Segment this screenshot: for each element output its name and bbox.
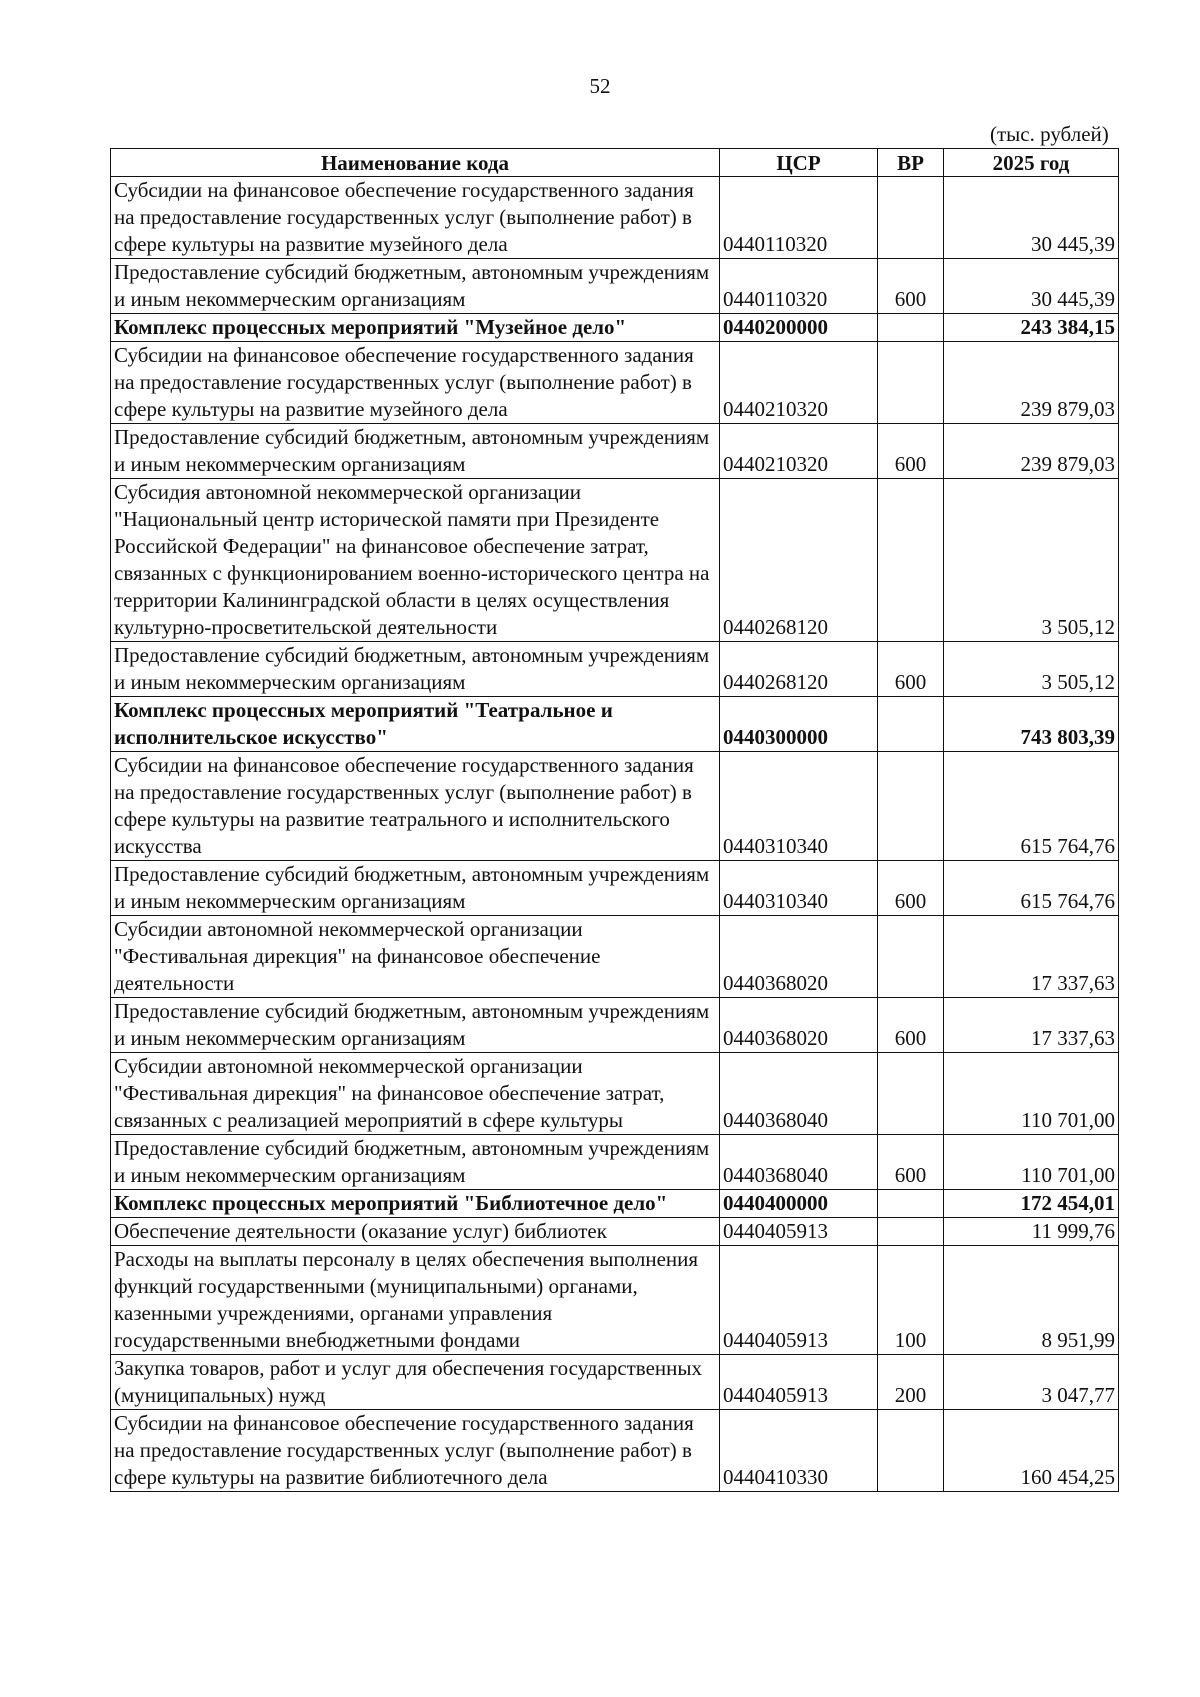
header-amount: 2025 год (944, 149, 1119, 177)
row-csr-cell: 0440268120 (720, 479, 878, 642)
row-csr-cell: 0440405913 (720, 1246, 878, 1355)
table-row (111, 1135, 1119, 1190)
row-name-cell: Субсидия автономной некоммерческой организации "Национальный центр исторической памяти при Президенте Российской Федерации" на финансовое обеспечение затрат, связанных с функционированием военно-исторического центра на территории Калининградской области в целях осуществления культурно-просветительской деятельности (111, 479, 720, 642)
table-row (111, 998, 1119, 1053)
table-row (111, 861, 1119, 916)
row-name-cell: Закупка товаров, работ и услуг для обеспечения государственных (муниципальных) нужд (111, 1355, 720, 1410)
budget-table (110, 148, 1119, 1492)
row-amount-cell: 172 454,01 (944, 1190, 1119, 1218)
row-name-cell: Обеспечение деятельности (оказание услуг) библиотек (111, 1218, 720, 1246)
row-csr-cell: 0440268120 (720, 642, 878, 697)
row-amount-cell: 11 999,76 (944, 1218, 1119, 1246)
row-name-cell: Предоставление субсидий бюджетным, автономным учреждениям и иным некоммерческим организациям (111, 259, 720, 314)
row-name-cell: Субсидии автономной некоммерческой организации "Фестивальная дирекция" на финансовое обеспечение затрат, связанных с реализацией мероприятий в сфере культуры (111, 1053, 720, 1135)
row-amount-cell: 160 454,25 (944, 1410, 1119, 1492)
table-row (111, 752, 1119, 861)
header-csr: ЦСР (720, 149, 878, 177)
table-header-row (111, 149, 1119, 177)
row-amount-cell: 30 445,39 (944, 259, 1119, 314)
row-amount-cell: 110 701,00 (944, 1053, 1119, 1135)
row-name-cell: Предоставление субсидий бюджетным, автономным учреждениям и иным некоммерческим организациям (111, 998, 720, 1053)
row-csr-cell: 0440210320 (720, 424, 878, 479)
table-row (111, 1053, 1119, 1135)
row-csr-cell: 0440368020 (720, 998, 878, 1053)
table-row (111, 1190, 1119, 1218)
row-vr-cell (878, 342, 944, 424)
row-csr-cell: 0440310340 (720, 752, 878, 861)
row-amount-cell: 743 803,39 (944, 697, 1119, 752)
row-csr-cell: 0440210320 (720, 342, 878, 424)
row-vr-cell: 600 (878, 642, 944, 697)
row-name-cell: Предоставление субсидий бюджетным, автономным учреждениям и иным некоммерческим организациям (111, 861, 720, 916)
row-csr-cell: 0440300000 (720, 697, 878, 752)
row-name-cell: Субсидии на финансовое обеспечение государственного задания на предоставление государственных услуг (выполнение работ) в сфере культуры на развитие театрального и исполнительского искусства (111, 752, 720, 861)
row-amount-cell: 239 879,03 (944, 424, 1119, 479)
row-amount-cell: 615 764,76 (944, 752, 1119, 861)
row-vr-cell (878, 916, 944, 998)
row-name-cell: Расходы на выплаты персоналу в целях обеспечения выполнения функций государственными (муниципальными) органами, казенными учреждениями, органами управления государственными внебюджетными фондами (111, 1246, 720, 1355)
row-vr-cell: 600 (878, 998, 944, 1053)
row-name-cell: Предоставление субсидий бюджетным, автономным учреждениям и иным некоммерческим организациям (111, 424, 720, 479)
table-row (111, 1410, 1119, 1492)
row-csr-cell: 0440405913 (720, 1218, 878, 1246)
row-vr-cell: 100 (878, 1246, 944, 1355)
table-row (111, 342, 1119, 424)
table-row (111, 259, 1119, 314)
row-csr-cell: 0440405913 (720, 1355, 878, 1410)
row-vr-cell (878, 1053, 944, 1135)
row-name-cell: Комплекс процессных мероприятий "Театральное и исполнительское искусство" (111, 697, 720, 752)
table-row (111, 1246, 1119, 1355)
row-amount-cell: 3 047,77 (944, 1355, 1119, 1410)
header-vr: ВР (878, 149, 944, 177)
table-row (111, 479, 1119, 642)
row-vr-cell (878, 1190, 944, 1218)
row-amount-cell: 243 384,15 (944, 314, 1119, 342)
table-row (111, 424, 1119, 479)
row-vr-cell: 600 (878, 259, 944, 314)
row-csr-cell: 0440368040 (720, 1135, 878, 1190)
row-amount-cell: 17 337,63 (944, 916, 1119, 998)
row-amount-cell: 110 701,00 (944, 1135, 1119, 1190)
row-name-cell: Комплекс процессных мероприятий "Библиотечное дело" (111, 1190, 720, 1218)
row-name-cell: Субсидии на финансовое обеспечение государственного задания на предоставление государственных услуг (выполнение работ) в сфере культуры на развитие музейного дела (111, 177, 720, 259)
table-row (111, 1218, 1119, 1246)
row-vr-cell (878, 314, 944, 342)
row-csr-cell: 0440368040 (720, 1053, 878, 1135)
row-csr-cell: 0440400000 (720, 1190, 878, 1218)
row-csr-cell: 0440310340 (720, 861, 878, 916)
table-row (111, 1355, 1119, 1410)
unit-note: (тыс. рублей) (990, 122, 1109, 146)
table-row (111, 916, 1119, 998)
row-vr-cell: 600 (878, 1135, 944, 1190)
table-row (111, 642, 1119, 697)
row-amount-cell: 615 764,76 (944, 861, 1119, 916)
row-vr-cell: 200 (878, 1355, 944, 1410)
row-csr-cell: 0440110320 (720, 177, 878, 259)
row-name-cell: Субсидии на финансовое обеспечение государственного задания на предоставление государственных услуг (выполнение работ) в сфере культуры на развитие музейного дела (111, 342, 720, 424)
row-csr-cell: 0440410330 (720, 1410, 878, 1492)
row-vr-cell (878, 177, 944, 259)
table-row (111, 697, 1119, 752)
table-row (111, 177, 1119, 259)
row-vr-cell: 600 (878, 424, 944, 479)
row-csr-cell: 0440200000 (720, 314, 878, 342)
row-name-cell: Предоставление субсидий бюджетным, автономным учреждениям и иным некоммерческим организациям (111, 642, 720, 697)
row-csr-cell: 0440110320 (720, 259, 878, 314)
row-amount-cell: 8 951,99 (944, 1246, 1119, 1355)
row-vr-cell (878, 697, 944, 752)
row-vr-cell (878, 1410, 944, 1492)
row-name-cell: Субсидии на финансовое обеспечение государственного задания на предоставление государственных услуг (выполнение работ) в сфере культуры на развитие библиотечного дела (111, 1410, 720, 1492)
header-name: Наименование кода (111, 149, 720, 177)
row-name-cell: Комплекс процессных мероприятий "Музейное дело" (111, 314, 720, 342)
table-body (111, 177, 1119, 1492)
row-csr-cell: 0440368020 (720, 916, 878, 998)
row-amount-cell: 3 505,12 (944, 479, 1119, 642)
row-name-cell: Субсидии автономной некоммерческой организации "Фестивальная дирекция" на финансовое обеспечение деятельности (111, 916, 720, 998)
row-amount-cell: 17 337,63 (944, 998, 1119, 1053)
row-amount-cell: 3 505,12 (944, 642, 1119, 697)
row-vr-cell: 600 (878, 861, 944, 916)
row-amount-cell: 30 445,39 (944, 177, 1119, 259)
row-name-cell: Предоставление субсидий бюджетным, автономным учреждениям и иным некоммерческим организациям (111, 1135, 720, 1190)
row-vr-cell (878, 752, 944, 861)
page-number: 52 (589, 74, 611, 98)
row-amount-cell: 239 879,03 (944, 342, 1119, 424)
table-row (111, 314, 1119, 342)
row-vr-cell (878, 1218, 944, 1246)
row-vr-cell (878, 479, 944, 642)
